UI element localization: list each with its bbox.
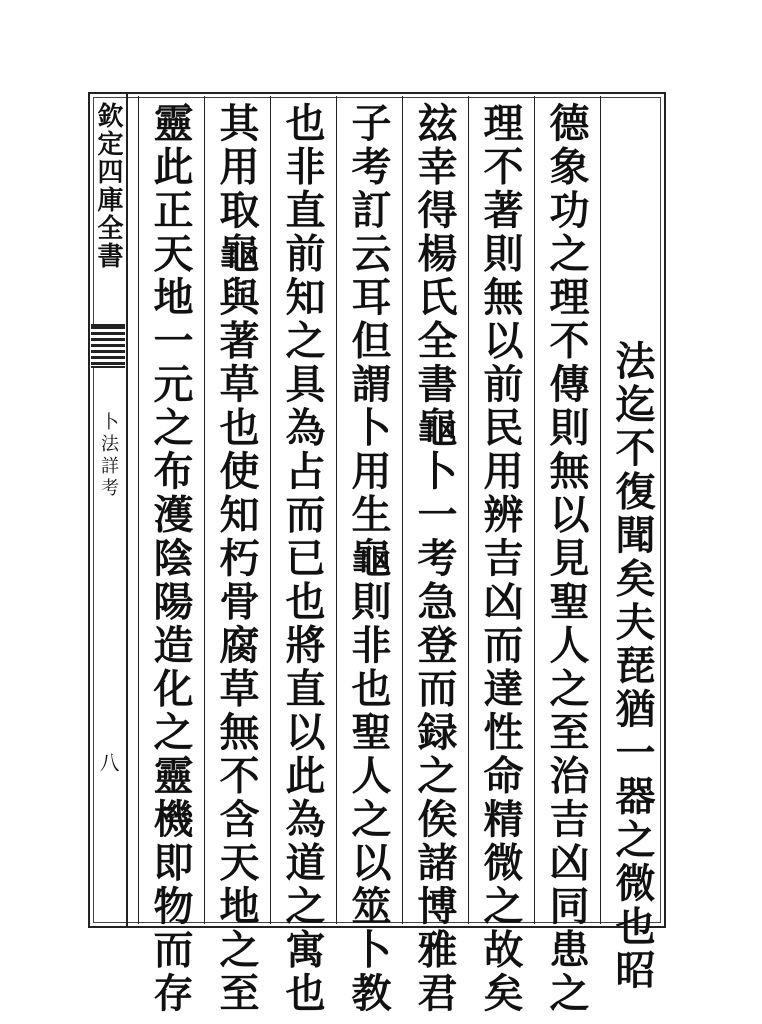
column-text: 也非直前知之具為占而已也將直以此為道之寓也 — [279, 102, 326, 1016]
column-text: 其用取龜與著草也使知朽骨腐草無不含天地之至 — [213, 102, 260, 1016]
text-column — [204, 96, 266, 1016]
text-column — [468, 96, 530, 1016]
column-text: 子考訂云耳但謂卜用生龜則非也聖人之以筮卜教 — [345, 102, 392, 1016]
text-column — [534, 96, 596, 1016]
section-title: 卜法詳考 — [98, 412, 119, 500]
text-column — [402, 96, 464, 1016]
text-column — [138, 96, 200, 1016]
column-text: 理不著則無以前民用辨吉凶而達性命精微之故矣 — [477, 102, 524, 1016]
text-column — [600, 96, 662, 993]
column-text: 德象功之理不傳則無以見聖人之至治吉凶同患之 — [543, 102, 590, 1016]
text-column — [336, 96, 398, 1016]
column-text: 靈此正天地一元之布濩陰陽造化之靈機即物而存 — [147, 102, 194, 1016]
fish-tail-ornament — [91, 324, 125, 368]
column-text: 玆幸得楊氏全書龜卜一考急登而録之俟諸博雅君 — [411, 102, 458, 1016]
page-number: 八 — [96, 752, 120, 774]
text-columns — [132, 96, 662, 1016]
column-text: 法迄不復聞矣夫琵猶一器之微也昭 — [609, 340, 656, 993]
book-title: 欽定四庫全書 — [93, 102, 123, 270]
text-column — [270, 96, 332, 1016]
